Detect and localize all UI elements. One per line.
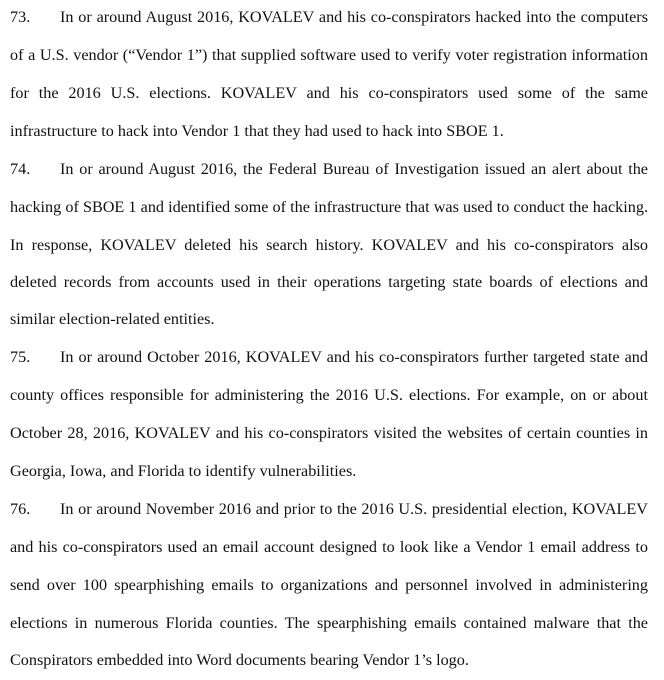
paragraph-73-line-3: for the 2016 U.S. elections. KOVALEV and his co-conspirators used some of the same — [10, 84, 648, 102]
paragraph-73-line-4: infrastructure to hack into Vendor 1 that they had used to hack into SBOE 1. — [10, 122, 504, 140]
paragraph-76-line-3: send over 100 spearphishing emails to organizations and personnel involved in administering — [10, 576, 648, 594]
paragraph-76-line-5: Conspirators embedded into Word documents bearing Vendor 1’s logo. — [10, 651, 469, 669]
paragraph-74-line-4: deleted records from accounts used in their operations targeting state boards of elections and — [10, 273, 648, 291]
paragraph-73-line-2: of a U.S. vendor (“Vendor 1”) that supplied software used to verify voter registration information — [10, 46, 648, 64]
paragraph-text: In or around October 2016, KOVALEV and his co-conspirators further targeted state and — [60, 348, 648, 366]
paragraph-74-line-5: similar election-related entities. — [10, 310, 215, 328]
paragraph-75-line-2: county offices responsible for administering the 2016 U.S. elections. For example, on or about — [10, 386, 648, 404]
paragraph-text: In or around August 2016, the Federal Bureau of Investigation issued an alert about the — [60, 160, 648, 178]
paragraph-74-line-2: hacking of SBOE 1 and identified some of the infrastructure that was used to conduct the hacking. — [10, 198, 648, 216]
paragraph-74-line-3: In response, KOVALEV deleted his search history. KOVALEV and his co-conspirators also — [10, 236, 648, 254]
paragraph-74-line-1 — [10, 157, 648, 181]
paragraph-number: 75. — [10, 348, 31, 366]
paragraph-number: 76. — [10, 500, 31, 518]
paragraph-text: In or around August 2016, KOVALEV and his co-conspirators hacked into the computers — [60, 8, 648, 26]
paragraph-number: 74. — [10, 160, 31, 178]
paragraph-text: In or around November 2016 and prior to the 2016 U.S. presidential election, KOVALEV — [60, 500, 648, 518]
paragraph-76-line-1 — [10, 497, 648, 521]
paragraph-73-line-1 — [10, 5, 648, 29]
paragraph-76-line-2: and his co-conspirators used an email account designed to look like a Vendor 1 email address to — [10, 538, 648, 556]
paragraph-number: 73. — [10, 8, 31, 26]
paragraph-75-line-3: October 28, 2016, KOVALEV and his co-conspirators visited the websites of certain counties in — [10, 424, 648, 442]
paragraph-76-line-4: elections in numerous Florida counties. The spearphishing emails contained malware that the — [10, 614, 648, 632]
paragraph-75-line-1 — [10, 345, 648, 369]
paragraph-75-line-4: Georgia, Iowa, and Florida to identify vulnerabilities. — [10, 462, 357, 480]
